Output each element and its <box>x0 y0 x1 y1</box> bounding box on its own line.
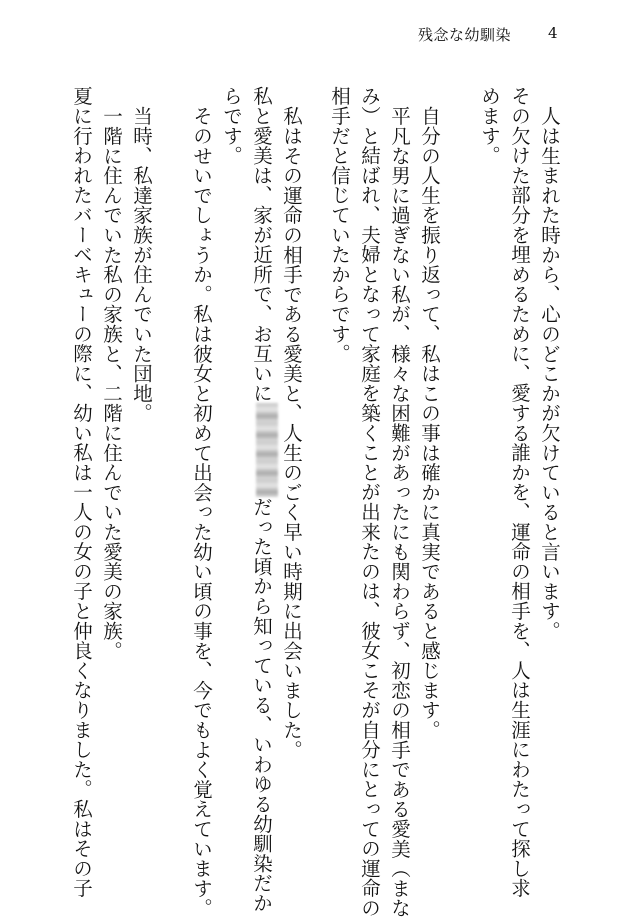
text-column-4: 自分の人生を振り返って、私はこの事は確かに真実であると感じます。 <box>418 106 441 740</box>
text-column-11: そのせいでしょうか。私は彼女と初めて出会った幼い頃の事を、今でもよく覚えています。 <box>190 106 213 918</box>
column-9-text-before: 私と愛美は、家が近所で、お互いに <box>250 86 273 403</box>
text-column-1: 人は生まれた時から、心のどこかが欠けていると言います。 <box>538 106 561 641</box>
text-column-7: 相手だと信じていたからです。 <box>328 86 351 364</box>
text-column-8: 私はその運命の相手である愛美と、人生のごく早い時期に出会いました。 <box>280 106 303 760</box>
text-column-12: 当時、私達家族が住んでいた団地。 <box>130 106 153 423</box>
running-head-title: 残念な幼馴染 <box>418 26 512 44</box>
text-column-6: み）と結ばれ、夫婦となって家庭を築くことが出来たのは、彼女こそが自分にとっての運命の <box>358 86 381 918</box>
text-column-10: らです。 <box>220 86 243 166</box>
page-number: 4 <box>548 24 558 42</box>
text-column-2: その欠けた部分を埋めるために、愛する誰かを、運命の相手を、人は生涯にわたって探し求 <box>508 86 531 898</box>
text-column-13: 一階に住んでいた私の家族と、二階に住んでいた愛美の家族。 <box>100 106 123 661</box>
text-column-3: めます。 <box>478 86 501 166</box>
blurred-word <box>256 403 278 497</box>
text-column-5: 平凡な男に過ぎない私が、様々な困難があったにも関わらず、初恋の相手である愛美（まな <box>388 106 411 918</box>
text-column-14: 夏に行われたバーベキューの際に、幼い私は一人の女の子と仲良くなりました。私はその子 <box>70 86 93 898</box>
column-9-text-after: だった頃から知っている、いわゆる幼馴染だか <box>250 496 273 913</box>
text-column-9 <box>246 86 278 913</box>
